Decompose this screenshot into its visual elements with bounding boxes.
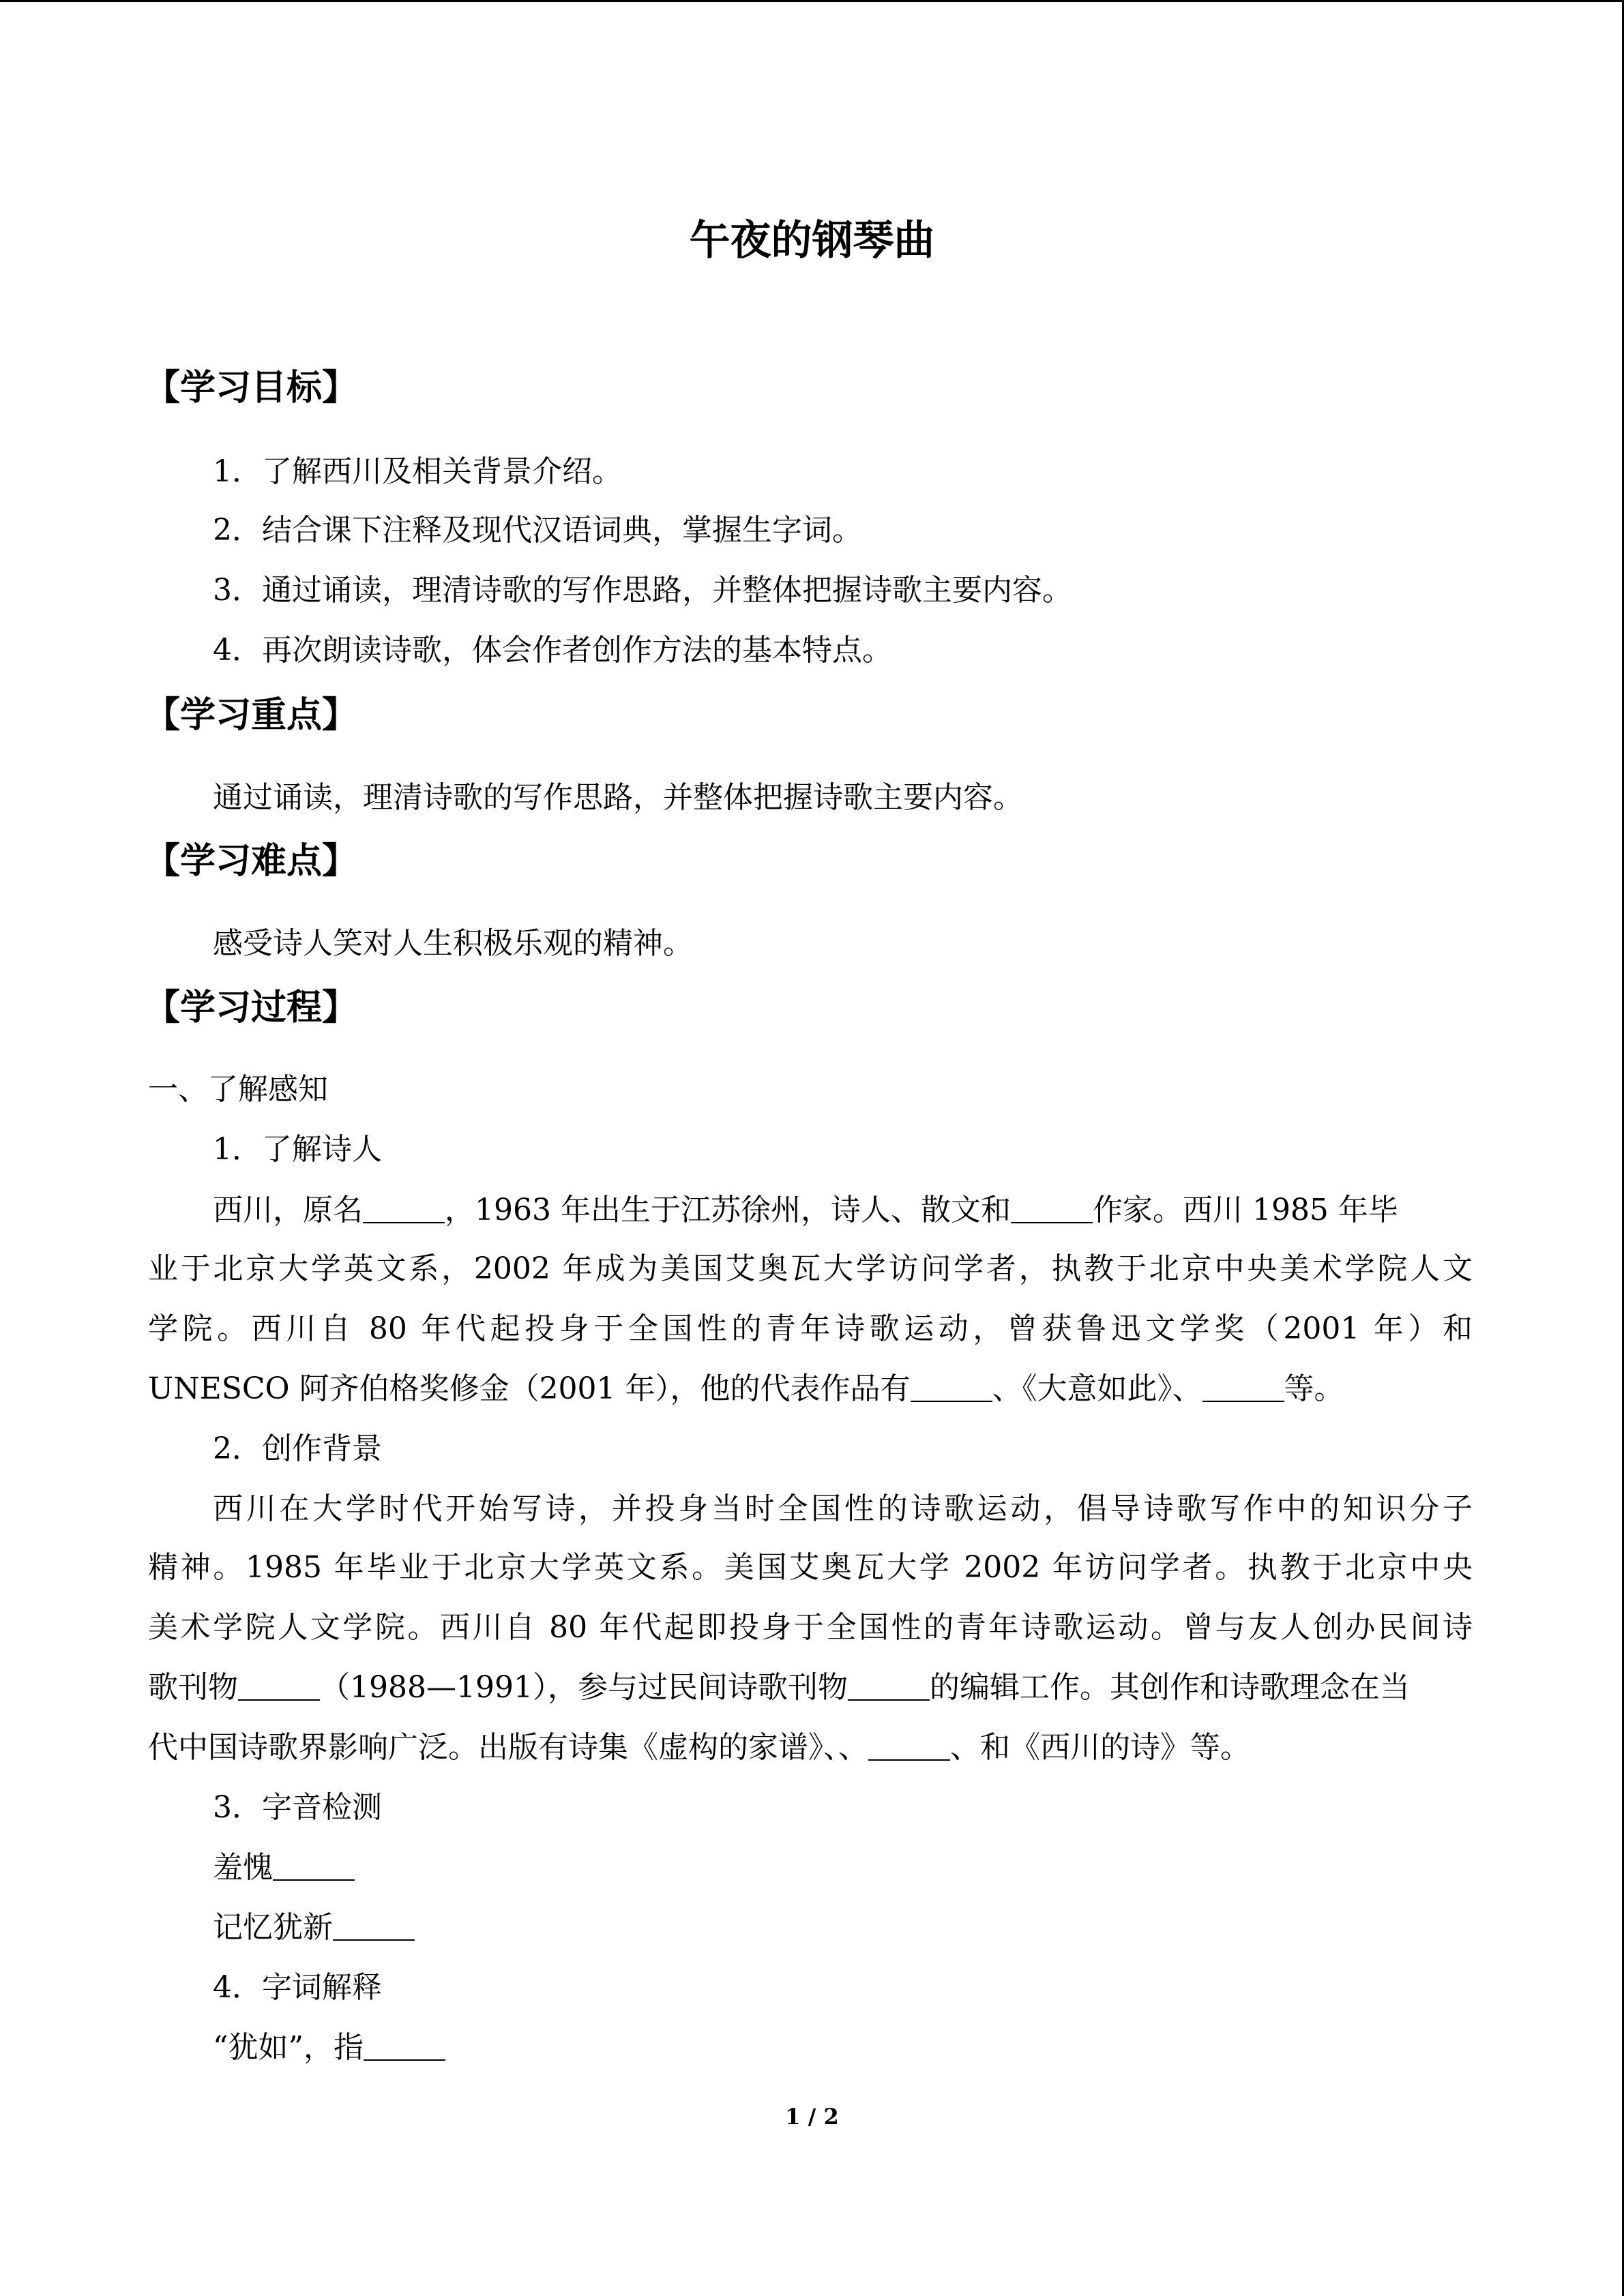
fill-blank[interactable] [333,1909,415,1941]
objective-item-1: 1．了解西川及相关背景介绍。 [213,454,622,489]
key-points-text: 通过诵读，理清诗歌的写作思路，并整体把握诗歌主要内容。 [213,780,1023,815]
fill-blank[interactable] [911,1371,992,1402]
objective-item-4: 4．再次朗读诗歌，体会作者创作方法的基本特点。 [213,633,892,668]
background-line-4: 歌刊物 （1988—1991），参与过民间诗歌刊物 的编辑工作。其创作和诗歌理念在当 [148,1670,1410,1705]
background-line-2: 精神。1985 年毕业于北京大学英文系。美国艾奥瓦大学 2002 年访问学者。执教于北京中央 [148,1550,1473,1585]
fill-blank[interactable] [1011,1192,1093,1223]
objective-item-2: 2．结合课下注释及现代汉语词典，掌握生字词。 [213,513,862,548]
process-part-1: 一、了解感知 [148,1072,328,1107]
background-label: 2．创作背景 [213,1431,382,1466]
fill-blank[interactable] [868,1729,950,1761]
page-title: 午夜的钢琴曲 [689,217,935,265]
pronunciation-item: 羞愧 [213,1844,355,1892]
pronunciation-item: 记忆犹新 [213,1904,415,1952]
fill-blank[interactable] [1202,1371,1284,1402]
poet-line-1: 西川，原名 ，1963 年出生于江苏徐州，诗人、散文和 作家。西川 1985 年毕 [213,1193,1398,1227]
heading-key-points: 【学习重点】 [145,695,358,736]
poet-line-4: UNESCO 阿齐伯格奖修金（2001 年），他的代表作品有 、《大意如此》、 等。 [148,1371,1344,1406]
fill-blank[interactable] [364,2029,445,2061]
heading-objectives: 【学习目标】 [145,368,358,408]
background-line-3: 美术学院人文学院。西川自 80 年代起即投身于全国性的青年诗歌运动。曾与友人创办民间诗 [148,1610,1473,1645]
fill-blank[interactable] [238,1669,320,1701]
difficulties-text: 感受诗人笑对人生积极乐观的精神。 [213,926,693,961]
pronunciation-label: 3．字音检测 [213,1790,382,1825]
heading-difficulties: 【学习难点】 [145,841,358,882]
poet-label: 1．了解诗人 [213,1132,382,1167]
fill-blank[interactable] [273,1849,355,1881]
background-line-1: 西川在大学时代开始写诗，并投身当时全国性的诗歌运动，倡导诗歌写作中的知识分子 [213,1491,1473,1526]
poet-line-3: 学院。西川自 80 年代起投身于全国性的青年诗歌运动，曾获鲁迅文学奖（2001 年）和 [148,1311,1473,1346]
fill-blank[interactable] [848,1669,930,1701]
heading-process: 【学习过程】 [145,987,358,1028]
vocab-item: “犹如”，指 [213,2024,445,2072]
background-line-5: 代中国诗歌界影响广泛。出版有诗集《虚构的家谱》、、 、和《西川的诗》等。 [148,1730,1250,1765]
fill-blank[interactable] [363,1192,445,1223]
objective-item-3: 3．通过诵读，理清诗歌的写作思路，并整体把握诗歌主要内容。 [213,573,1072,608]
page-number: 1 / 2 [785,2104,839,2130]
poet-line-2: 业于北京大学英文系，2002 年成为美国艾奥瓦大学访问学者，执教于北京中央美术学院人文 [148,1251,1473,1286]
vocab-label: 4．字词解释 [213,1970,382,2005]
